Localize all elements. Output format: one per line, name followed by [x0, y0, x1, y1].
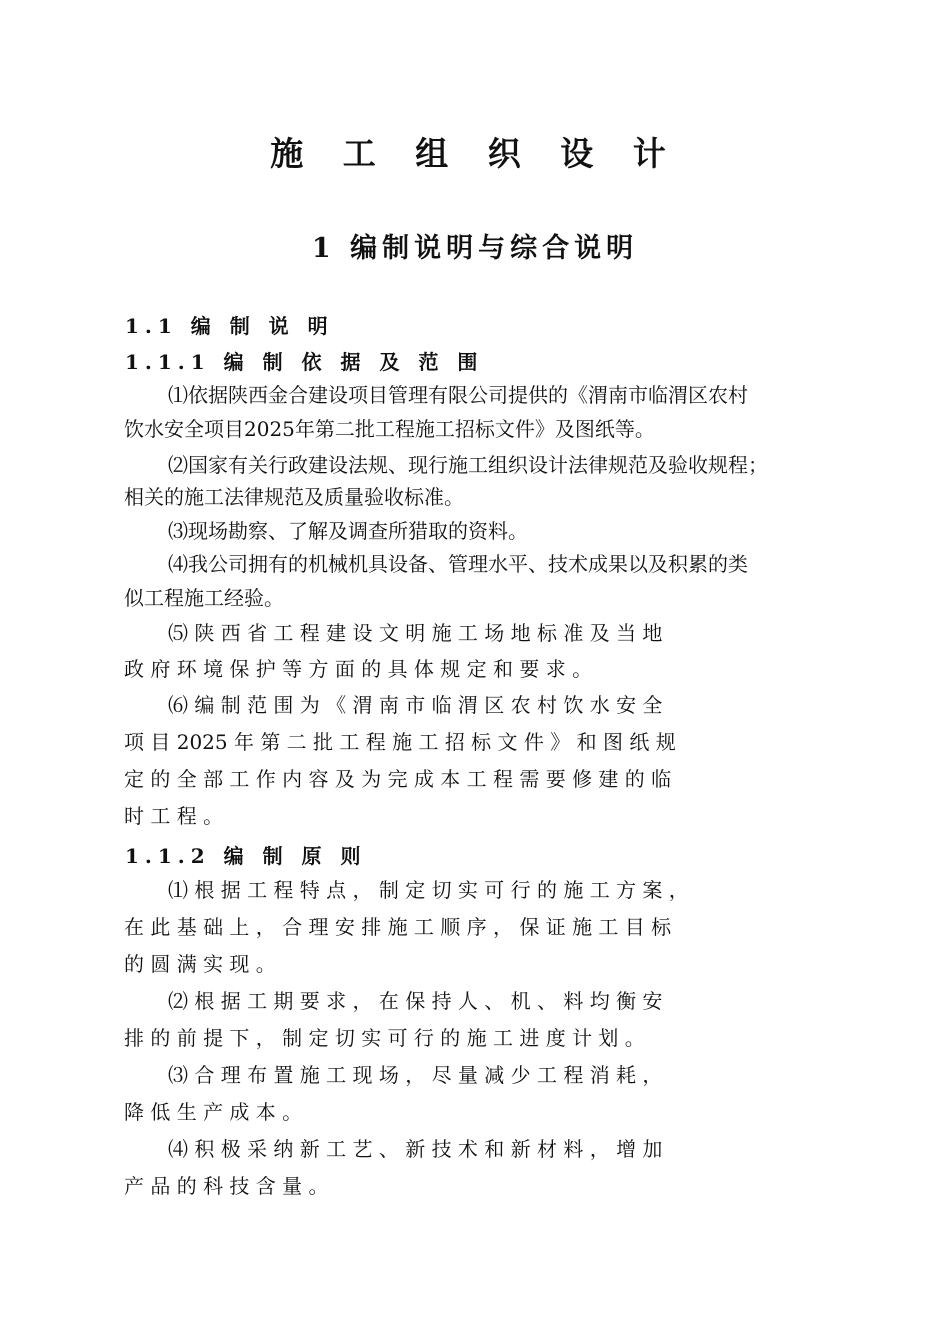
paragraph-line: 产 品 的 科 技 含 量 。 — [124, 1174, 329, 1198]
paragraph-line: ⑴ 根 据 工 程 特 点 ， 制 定 切 实 可 行 的 施 工 方 案 ， — [168, 878, 689, 902]
paragraph-line: 的 圆 满 实 现 。 — [124, 952, 276, 976]
section-heading-1-1: 1.1 编 制 说 明 — [125, 314, 334, 338]
paragraph-line: ⑶现场勘察、了解及调查所猎取的资料。 — [168, 519, 528, 543]
paragraph-line: 相关的施工法律规范及质量验收标准。 — [124, 485, 464, 509]
paragraph-line: 时 工 程 。 — [124, 804, 224, 828]
paragraph-line: ⑸ 陕 西 省 工 程 建 设 文 明 施 工 场 地 标 准 及 当 地 — [168, 621, 663, 645]
paragraph-line: 在 此 基 础 上 ， 合 理 安 排 施 工 顺 序 ， 保 证 施 工 目 标 — [124, 915, 672, 939]
paragraph-line: ⑹ 编 制 范 围 为 《 渭 南 市 临 渭 区 农 村 饮 水 安 全 — [168, 693, 663, 717]
paragraph-line: ⑵国家有关行政建设法规、现行施工组织设计法律规范及验收规程； — [168, 453, 768, 477]
document-title: 施 工 组 织 设 计 — [270, 134, 680, 173]
section-heading-1-1-2: 1.1.2 编 制 原 则 — [125, 844, 367, 868]
paragraph-line: 政 府 环 境 保 护 等 方 面 的 具 体 规 定 和 要 求 。 — [124, 657, 593, 681]
section-heading-1-1-1: 1.1.1 编 制 依 据 及 范 围 — [125, 350, 484, 374]
paragraph-line: ⑷我公司拥有的机械机具设备、管理水平、技术成果以及积累的类 — [168, 552, 748, 576]
paragraph-line: 饮水安全项目2025年第二批工程施工招标文件》及图纸等。 — [124, 417, 655, 441]
chapter-heading: 1 编制说明与综合说明 — [311, 233, 639, 264]
paragraph-line: 似工程施工经验。 — [124, 586, 284, 610]
paragraph-line: ⑵ 根 据 工 期 要 求 ， 在 保 持 人 、 机 、 料 均 衡 安 — [168, 989, 663, 1013]
paragraph-line: 排 的 前 提 下 ， 制 定 切 实 可 行 的 施 工 进 度 计 划 。 — [124, 1026, 645, 1050]
paragraph-line: ⑶ 合 理 布 置 施 工 现 场 ， 尽 量 减 少 工 程 消 耗 ， — [168, 1063, 663, 1087]
paragraph-line: ⑴依据陕西金合建设项目管理有限公司提供的《渭南市临渭区农村 — [168, 383, 748, 407]
paragraph-line: ⑷ 积 极 采 纳 新 工 艺 、 新 技 术 和 新 材 料 ， 增 加 — [168, 1137, 663, 1161]
paragraph-line: 定 的 全 部 工 作 内 容 及 为 完 成 本 工 程 需 要 修 建 的 临 — [124, 767, 672, 791]
paragraph-line: 项 目 2025 年 第 二 批 工 程 施 工 招 标 文 件 》 和 图 纸 规 — [124, 730, 676, 754]
paragraph-line: 降 低 生 产 成 本 。 — [124, 1100, 303, 1124]
